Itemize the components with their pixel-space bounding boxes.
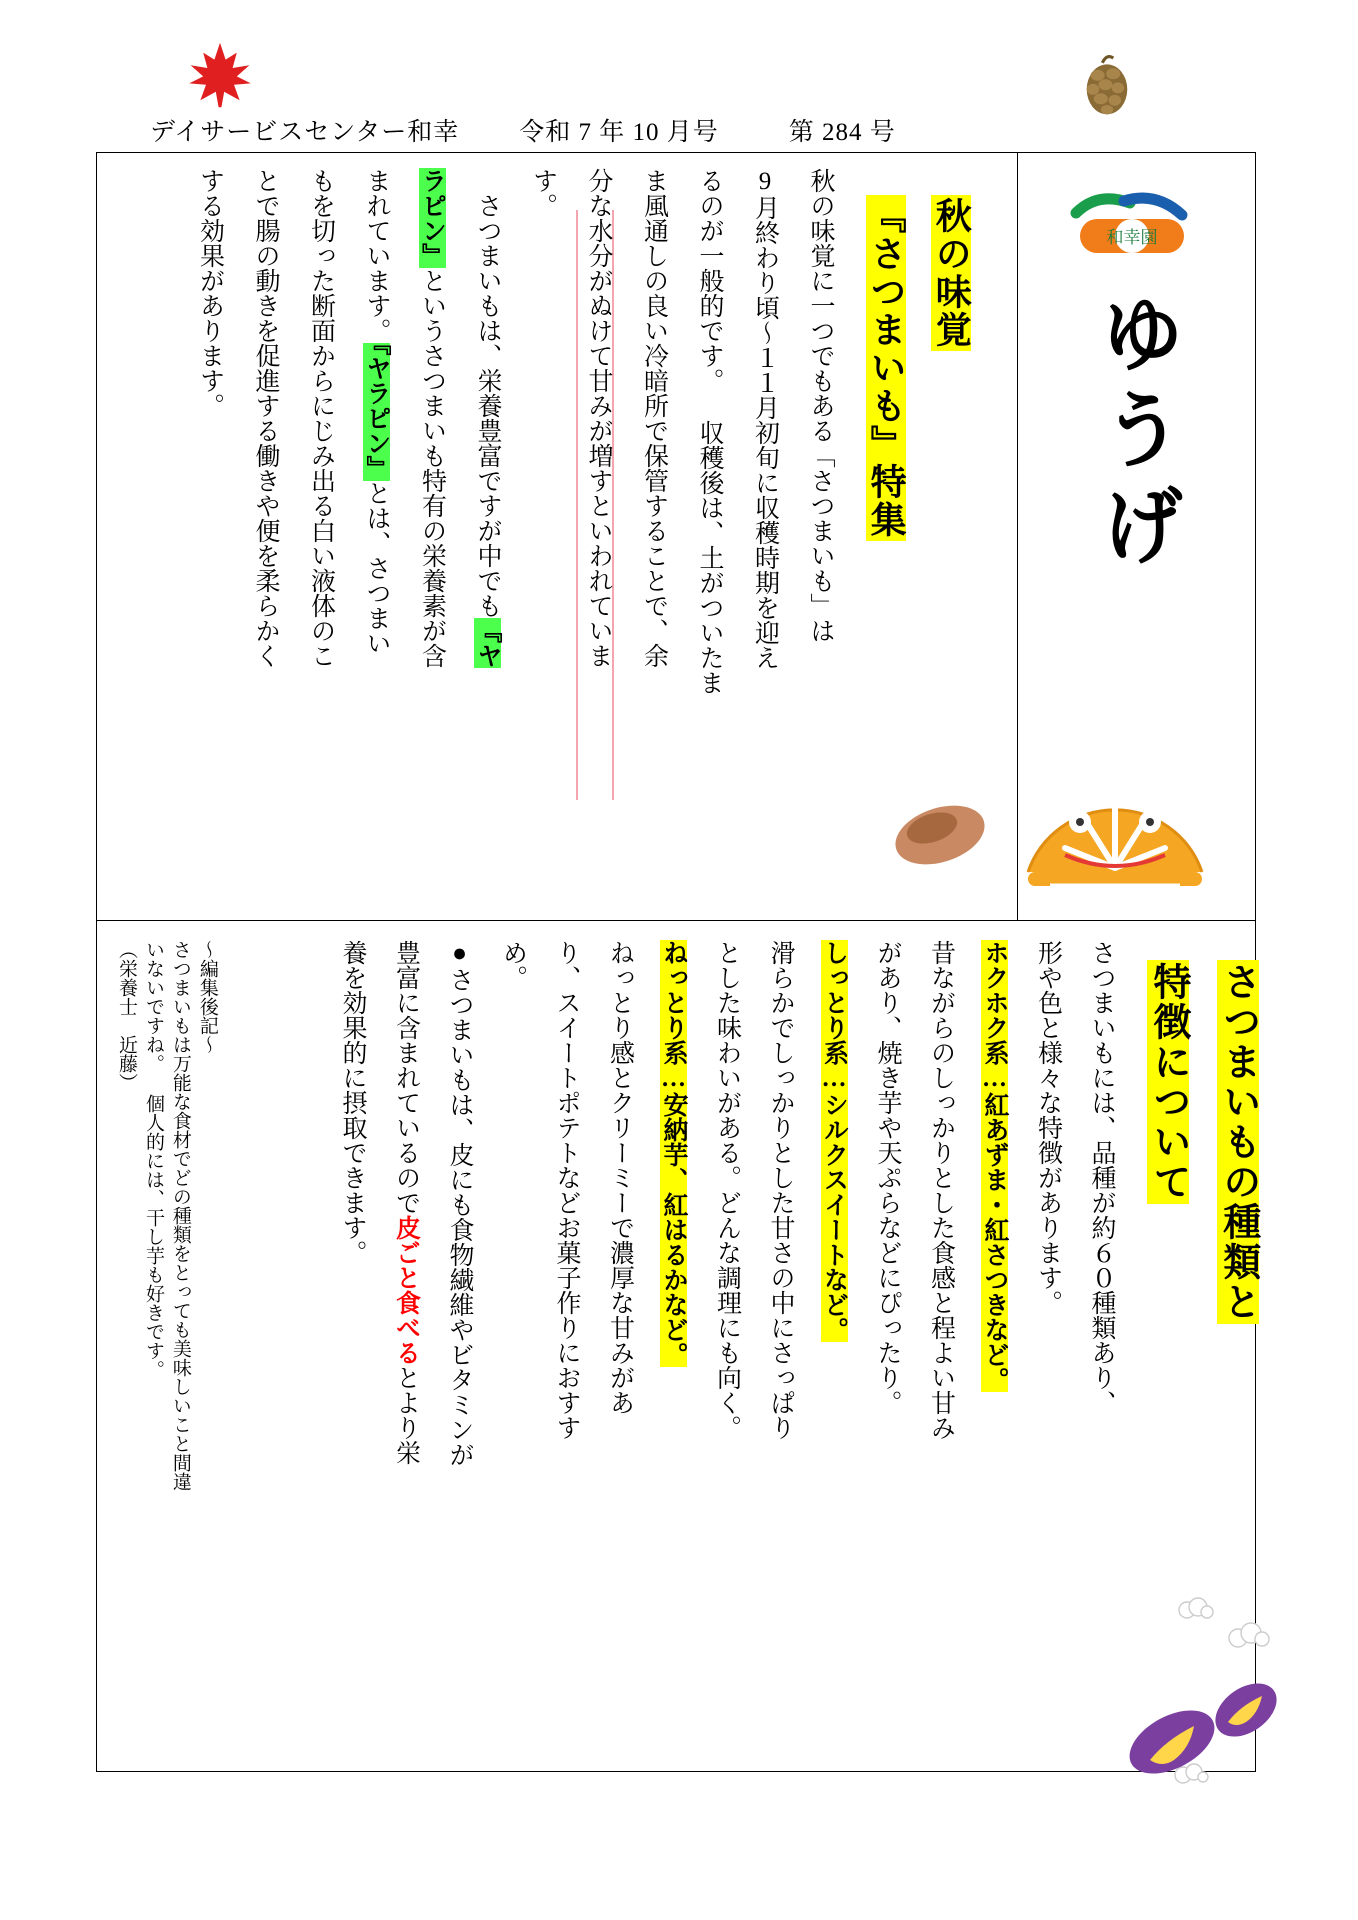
bot-col-13: ●さつまいもは、皮にも食物繊維やビタミンが xyxy=(446,940,473,1467)
bot-col-7: 滑らかでしっかりとした甘さの中にさっぱり xyxy=(767,940,794,1440)
bottom-headline-line2: 特徴について xyxy=(1146,962,1189,1202)
maple-leaf-icon xyxy=(185,40,255,110)
red-emphasis: 皮ごと食べる xyxy=(392,1215,420,1365)
bot-col-10: ねっとり感とクリーミーで濃厚な甘みがあ xyxy=(606,940,634,1415)
pinecone-icon xyxy=(1068,40,1146,120)
top-col-3: るのが一般的です。 収穫後は、土がついたま xyxy=(696,168,723,695)
sweet-potato-pair-icon xyxy=(1120,1660,1290,1790)
autumn-fan-icon xyxy=(1010,760,1220,920)
header-line xyxy=(150,112,1210,148)
top-col-6: す。 xyxy=(529,168,557,218)
green-mark-1: ラピン』 xyxy=(418,168,446,268)
bot-col-11: り、スイートポテトなどお菓子作りにおすす xyxy=(553,940,580,1440)
logo-text: 和幸園 xyxy=(1106,228,1158,247)
green-mark-3: 『ヤ xyxy=(474,618,501,668)
top-col-8-text: というさつまいも特有の栄養素が含 xyxy=(418,268,446,668)
bot-col-4: 昔ながらのしっかりとした食感と程よい甘み xyxy=(927,940,955,1440)
bot-col-15: 養を効果的に摂取できます。 xyxy=(339,940,366,1265)
bot-col-12: め。 xyxy=(499,940,527,990)
bot-col-2: 形や色と様々な特徴があります。 xyxy=(1034,940,1062,1315)
header-issue: 第 284 号 xyxy=(788,119,896,146)
top-col-12: する効果があります。 xyxy=(196,168,224,418)
top-col-5: 分な水分がぬけて甘みが増すといわれていま xyxy=(585,168,612,668)
masthead-title: ゆうげ xyxy=(1088,290,1182,578)
editor-note-line2: さつまいもは万能な食材でどの種類をとっても美味しいこと間違 xyxy=(169,940,191,1491)
top-article-body xyxy=(108,168,848,908)
bot-col-9 xyxy=(656,940,692,1660)
top-col-8 xyxy=(414,168,450,908)
top-col-7 xyxy=(470,168,506,908)
top-col-9-text-a: まれています。 xyxy=(363,168,390,343)
header-date: 令和 7 年 10 月号 xyxy=(519,119,719,146)
header-org: デイサービスセンター和幸 xyxy=(150,119,460,146)
bot-col-14-b: とより栄 xyxy=(392,1365,420,1465)
top-col-9 xyxy=(359,168,395,908)
yellow-mark-1: ホクホク系…紅あずま・紅さつきなど。 xyxy=(981,940,1008,1392)
top-headline-line2: 『さつまいも』特集 xyxy=(866,197,907,539)
bot-col-8: とした味わいがある。どんな調理にも向く。 xyxy=(713,940,741,1440)
top-col-2: 9月終わり頃～１１月初旬に収穫時期を迎え xyxy=(751,168,779,670)
yellow-mark-2: しっとり系…シルクスイートなど。 xyxy=(820,940,848,1342)
bottom-headline xyxy=(1140,960,1264,1520)
top-col-11: とで腸の動きを促進する働きや便を柔らかく xyxy=(252,168,279,668)
bot-col-6 xyxy=(816,940,852,1660)
page-header xyxy=(0,0,1358,150)
top-col-10: もを切った断面からにじみ出る白い液体のこ xyxy=(307,168,335,668)
editor-note-line4: （栄養士 近藤） xyxy=(115,940,137,1092)
top-headline-line1: 秋の味覚 xyxy=(931,197,972,349)
editor-note-line3: いないですね。 個人的には、干し芋も好きです。 xyxy=(142,940,164,1379)
editor-note xyxy=(112,940,220,1640)
wakouen-logo xyxy=(1062,185,1202,265)
cloud-icon-1 xyxy=(1175,1595,1215,1621)
bot-col-3 xyxy=(977,940,1013,1660)
top-headline xyxy=(860,195,976,755)
bot-col-5: があり、焼き芋や天ぷらなどにぴったり。 xyxy=(874,940,901,1415)
top-col-9-text-b: とは、さつまい xyxy=(363,480,390,656)
bot-col-14 xyxy=(388,940,424,1660)
top-col-1: 秋の味覚に一つでもある「さつまいも」は xyxy=(807,168,834,643)
bot-col-1: さつまいもには、品種が約６０種類あり、 xyxy=(1088,940,1115,1415)
green-mark-2: 『ヤラピン』 xyxy=(363,343,390,481)
section-divider xyxy=(96,920,1256,921)
editor-note-line1: ～編集後記～ xyxy=(196,940,218,1054)
top-col-4: ま風通しの良い冷暗所で保管することで、余 xyxy=(640,168,668,668)
bottom-article-body xyxy=(108,940,1128,1660)
sweet-potato-icon xyxy=(880,790,1000,880)
cloud-icon-2 xyxy=(1225,1620,1271,1650)
bottom-headline-line1: さつまいもの種類と xyxy=(1216,962,1259,1322)
top-col-7-text: さつまいもは、栄養豊富ですが中でも xyxy=(474,168,501,618)
yellow-mark-3: ねっとり系…安納芋、紅はるかなど。 xyxy=(660,940,687,1367)
bot-col-14-a: 豊富に含まれているので xyxy=(392,940,420,1215)
